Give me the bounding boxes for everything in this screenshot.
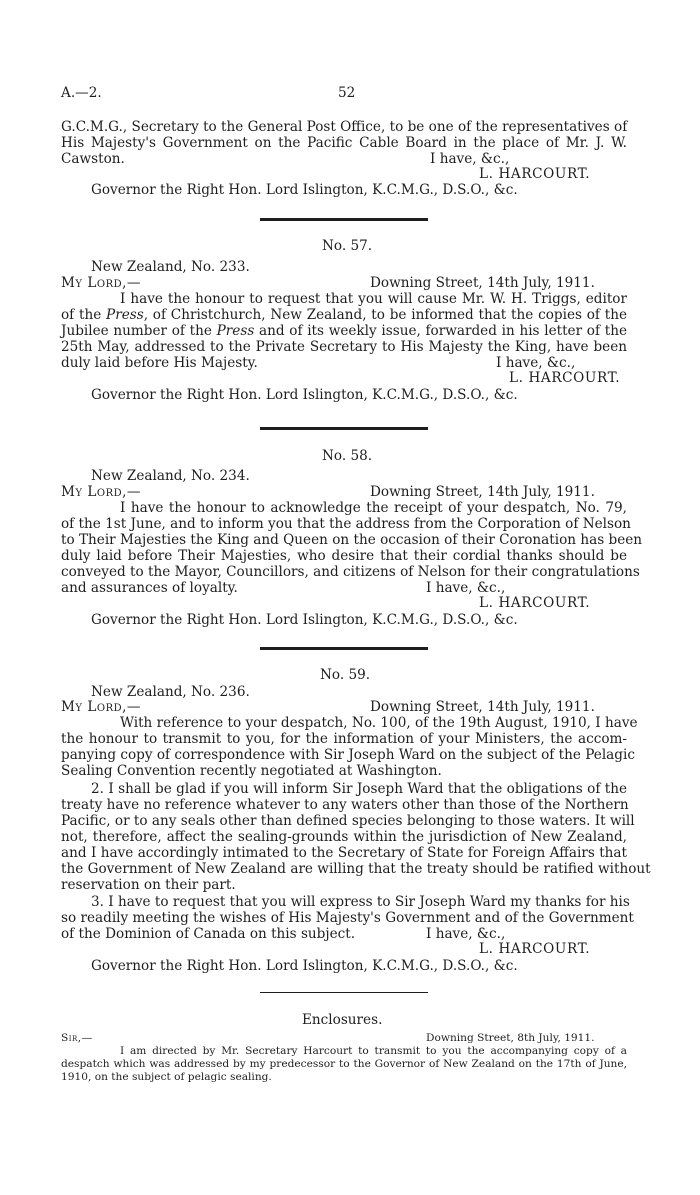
body-line: not, therefore, affect the sealing-grounds within the jurisdiction of New Zealand, xyxy=(61,829,627,845)
place-date: Downing Street, 14th July, 1911. xyxy=(370,275,595,291)
body-line: His Majesty's Government on the Pacific Cable Board in the place of Mr. J. W. xyxy=(61,135,627,151)
signature: L. HARCOURT. xyxy=(479,595,591,611)
body-line: duly laid before His Majesty. xyxy=(61,355,258,371)
letter-number: No. 57. xyxy=(322,238,373,254)
body-line: Sealing Convention recently negotiated at Washington. xyxy=(61,763,442,779)
body-line: reservation on their part. xyxy=(61,877,236,893)
body-line: so readily meeting the wishes of His Majesty's Government and of the Government xyxy=(61,910,634,926)
salutation: My Lord,— xyxy=(61,484,142,500)
nz-reference: New Zealand, No. 233. xyxy=(91,259,250,275)
salutation: My Lord,— xyxy=(61,275,142,291)
nz-reference: New Zealand, No. 236. xyxy=(91,684,250,700)
closing: I have, &c., xyxy=(426,580,506,596)
body-line: to Their Majesties the King and Queen on the occasion of their Coronation has been xyxy=(61,532,643,548)
body-line: panying copy of correspondence with Sir Joseph Ward on the subject of the Pelagic xyxy=(61,747,635,763)
place-date: Downing Street, 14th July, 1911. xyxy=(370,699,595,715)
closing: I have, &c., xyxy=(426,926,506,942)
body-line: of the Press, of Christchurch, New Zealand, to be informed that the copies of the xyxy=(61,307,628,323)
document-reference: A.—2. xyxy=(61,85,102,101)
page-number: 52 xyxy=(338,85,356,101)
body-line: I have the honour to acknowledge the receipt of your despatch, No. 79, xyxy=(120,500,627,516)
salutation: Sir,— xyxy=(61,1032,93,1044)
body-line: 2. I shall be glad if you will inform Sir Joseph Ward that the obligations of the xyxy=(91,781,627,797)
body-line: G.C.M.G., Secretary to the General Post Office, to be one of the representatives of xyxy=(61,119,628,135)
body-line: With reference to your despatch, No. 100, of the 19th August, 1910, I have xyxy=(120,715,638,731)
letter-number: No. 59. xyxy=(320,667,371,683)
body-line: treaty have no reference whatever to any waters other than those of the Northern xyxy=(61,797,629,813)
body-line: I have the honour to request that you will cause Mr. W. H. Triggs, editor xyxy=(120,291,627,307)
body-line: Cawston. xyxy=(61,151,125,167)
closing: I have, &c., xyxy=(496,355,576,371)
body-line: the Government of New Zealand are willing that the treaty should be ratified without xyxy=(61,861,651,877)
section-divider xyxy=(260,218,428,221)
body-line: despatch which was addressed by my predecessor to the Governor of New Zealand on the 17th of June, xyxy=(61,1058,627,1070)
addressee: Governor the Right Hon. Lord Islington, K.C.M.G., D.S.O., &c. xyxy=(91,958,518,974)
addressee: Governor the Right Hon. Lord Islington, K.C.M.G., D.S.O., &c. xyxy=(91,612,518,628)
body-line: duly laid before Their Majesties, who desire that their cordial thanks should be xyxy=(61,548,627,564)
body-line: and I have accordingly intimated to the Secretary of State for Foreign Affairs that xyxy=(61,845,627,861)
signature: L. HARCOURT. xyxy=(509,370,621,386)
signature: L. HARCOURT. xyxy=(479,941,591,957)
body-line: conveyed to the Mayor, Councillors, and citizens of Nelson for their congratulations xyxy=(61,564,640,580)
body-line: I am directed by Mr. Secretary Harcourt to transmit to you the accompanying copy of a xyxy=(120,1045,627,1057)
nz-reference: New Zealand, No. 234. xyxy=(91,468,250,484)
body-line: of the 1st June, and to inform you that the address from the Corporation of Nelson xyxy=(61,516,631,532)
place-date: Downing Street, 8th July, 1911. xyxy=(426,1032,595,1044)
body-line: and assurances of loyalty. xyxy=(61,580,238,596)
body-line: 25th May, addressed to the Private Secretary to His Majesty the King, have been xyxy=(61,339,627,355)
section-divider xyxy=(260,427,428,430)
body-line: of the Dominion of Canada on this subject. xyxy=(61,926,356,942)
body-line: 3. I have to request that you will express to Sir Joseph Ward my thanks for his xyxy=(91,894,630,910)
section-divider xyxy=(260,647,428,650)
letter-number: No. 58. xyxy=(322,448,373,464)
closing: I have, &c., xyxy=(430,151,510,167)
signature: L. HARCOURT. xyxy=(479,166,591,182)
enclosures-heading: Enclosures. xyxy=(302,1012,383,1028)
place-date: Downing Street, 14th July, 1911. xyxy=(370,484,595,500)
body-line: the honour to transmit to you, for the information of your Ministers, the accom- xyxy=(61,731,627,747)
section-divider xyxy=(260,992,428,993)
body-line: Jubilee number of the Press and of its weekly issue, forwarded in his letter of the xyxy=(61,323,627,339)
addressee: Governor the Right Hon. Lord Islington, K.C.M.G., D.S.O., &c. xyxy=(91,182,518,198)
body-line: Pacific, or to any seals other than defined species belonging to those waters. It will xyxy=(61,813,635,829)
addressee: Governor the Right Hon. Lord Islington, K.C.M.G., D.S.O., &c. xyxy=(91,387,518,403)
body-line: 1910, on the subject of pelagic sealing. xyxy=(61,1071,272,1083)
salutation: My Lord,— xyxy=(61,699,142,715)
